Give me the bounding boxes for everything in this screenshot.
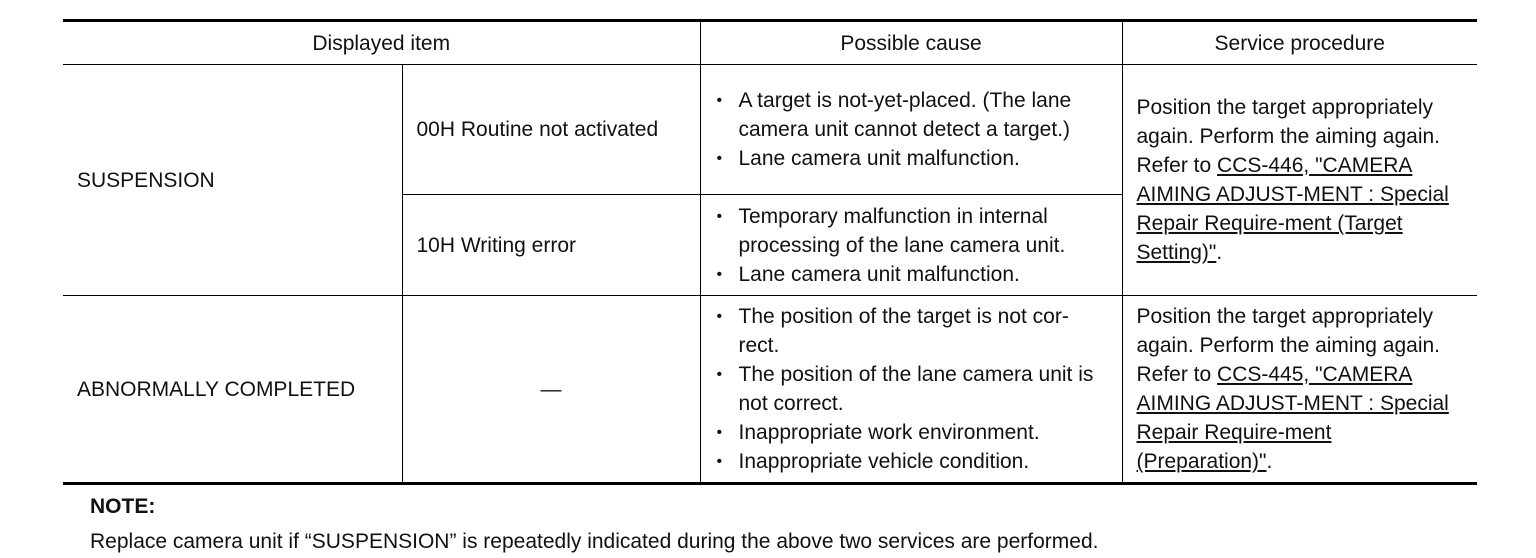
procedure-cell	[1122, 296, 1477, 484]
item-abnormally-completed: ABNORMALLY COMPLETED	[63, 296, 402, 484]
code-none: —	[402, 296, 700, 484]
cause-item: • Inappropriate work environment.	[715, 418, 1108, 447]
cause-list	[715, 202, 1108, 289]
cause-item: • Lane camera unit malfunction.	[715, 144, 1108, 173]
header-service-procedure: Service procedure	[1122, 21, 1477, 65]
header-displayed-item: Displayed item	[63, 21, 700, 65]
procedure-text: Position the target appropriately again. Perform the aiming again. Refer to	[1136, 96, 1441, 177]
procedure-end: .	[1266, 450, 1273, 473]
cause-item: • Lane camera unit malfunction.	[715, 260, 1108, 289]
procedure-text: Position the target appropriately again. Perform the aiming again. Refer to	[1136, 305, 1441, 386]
cause-cell	[700, 65, 1122, 195]
cause-cell	[700, 296, 1122, 484]
cause-item: • The position of the lane camera unit is not correct.	[715, 360, 1108, 418]
header-row	[63, 21, 1477, 65]
note-text: Replace camera unit if “SUSPENSION” is repeatedly indicated during the above two services are performed.	[90, 530, 1099, 553]
procedure-reference-link[interactable]: CCS-445, "CAMERA AIMING ADJUST-MENT : Special Repair Require-ment (Preparation)"	[1136, 363, 1449, 473]
service-table	[63, 19, 1477, 485]
cause-list	[715, 302, 1108, 476]
header-possible-cause: Possible cause	[700, 21, 1122, 65]
code-10h: 10H Writing error	[402, 195, 700, 296]
cause-list	[715, 86, 1108, 173]
note-title: NOTE:	[90, 495, 156, 518]
procedure-cell	[1122, 65, 1477, 296]
code-00h: 00H Routine not activated	[402, 65, 700, 195]
procedure-reference-link[interactable]: CCS-446, "CAMERA AIMING ADJUST-MENT : Special Repair Require-ment (Target Setting)"	[1136, 154, 1449, 264]
cause-cell	[700, 195, 1122, 296]
table-row	[63, 296, 1477, 484]
item-suspension: SUSPENSION	[63, 65, 402, 296]
table-row	[63, 65, 1477, 195]
cause-item: • The position of the target is not cor-rect.	[715, 302, 1108, 360]
cause-item: • Inappropriate vehicle condition.	[715, 447, 1108, 476]
cause-item: • Temporary malfunction in internal processing of the lane camera unit.	[715, 202, 1108, 260]
cause-item: • A target is not-yet-placed. (The lane camera unit cannot detect a target.)	[715, 86, 1108, 144]
procedure-end: .	[1216, 241, 1223, 264]
